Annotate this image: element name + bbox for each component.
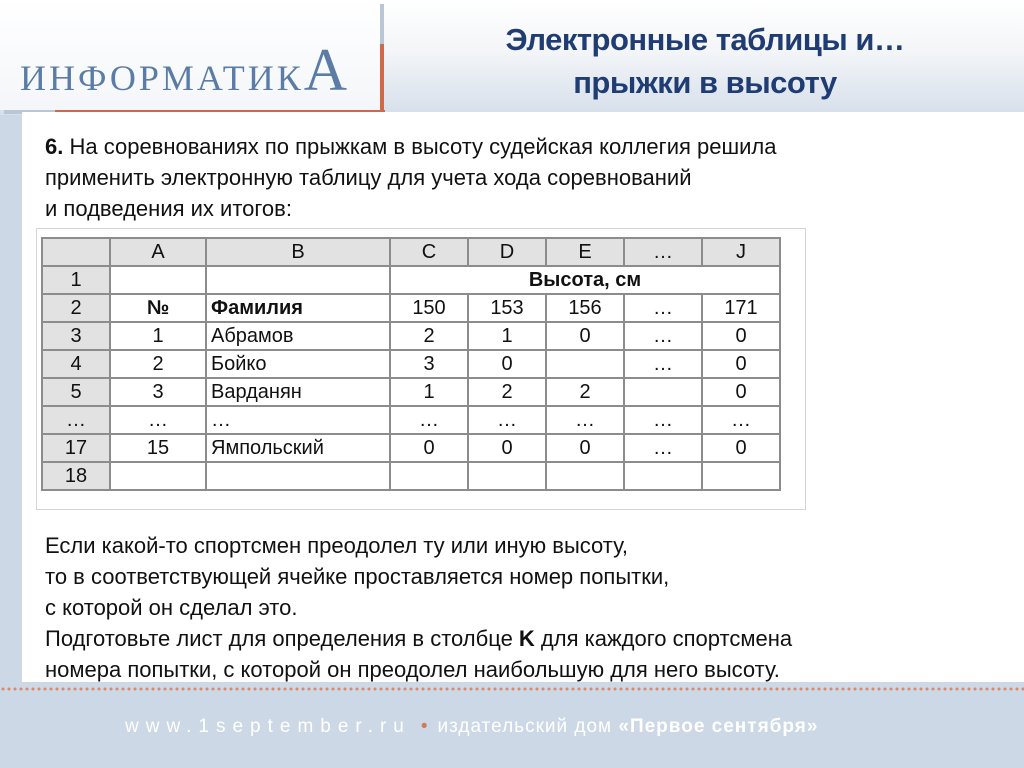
cell-j: 0 — [702, 322, 780, 350]
cell-c: 3 — [390, 350, 468, 378]
col-header-b: B — [206, 238, 390, 266]
cell-number: 2 — [110, 350, 206, 378]
row-header: 4 — [42, 350, 110, 378]
task-details — [45, 530, 792, 685]
cell-e — [546, 350, 624, 378]
cell-b1 — [206, 266, 390, 294]
cell-d: 2 — [468, 378, 546, 406]
sheet-row-3 — [42, 322, 780, 350]
spreadsheet-figure — [36, 228, 806, 510]
column-header-row — [42, 238, 780, 266]
logo-big-letter: А — [303, 37, 348, 103]
slide-title-line-2: прыжки в высоту — [573, 65, 837, 100]
cell-surname: … — [206, 406, 390, 434]
cell-b18 — [206, 462, 390, 490]
target-column-letter: K — [518, 626, 535, 651]
outro-line-4-start: Подготовьте лист для определения в столбце — [45, 626, 519, 651]
sheet-row-5 — [42, 378, 780, 406]
height-cell-ellipsis: … — [624, 294, 702, 322]
cell-j18 — [702, 462, 780, 490]
cell-number: 3 — [110, 378, 206, 406]
height-cell-j: 171 — [702, 294, 780, 322]
outro-line-4-end: для каждого спортсмена — [534, 626, 793, 651]
cell-j: 0 — [702, 350, 780, 378]
logo-accent-bar — [380, 44, 384, 114]
row-header: … — [42, 406, 110, 434]
row-header: 3 — [42, 322, 110, 350]
sheet-row-2 — [42, 294, 780, 322]
cell-surname: Абрамов — [206, 322, 390, 350]
sheet-row-4 — [42, 350, 780, 378]
cell-surname: Ямпольский — [206, 434, 390, 462]
cell-j: … — [702, 406, 780, 434]
height-cell-d: 153 — [468, 294, 546, 322]
dotted-divider — [0, 686, 1024, 692]
outro-line-3: с которой он сделал это. — [45, 595, 298, 620]
cell-surname: Варданян — [206, 378, 390, 406]
cell-c: 2 — [390, 322, 468, 350]
sheet-row-1 — [42, 266, 780, 294]
cell-ellipsis18 — [624, 462, 702, 490]
footer-text — [125, 716, 818, 738]
row-header-1: 1 — [42, 266, 110, 294]
cell-d: 1 — [468, 322, 546, 350]
cell-e: 0 — [546, 434, 624, 462]
cell-a18 — [110, 462, 206, 490]
footer — [0, 700, 1024, 768]
cell-c: 0 — [390, 434, 468, 462]
cell-e: 2 — [546, 378, 624, 406]
footer-brand: «Первое сентября» — [618, 716, 819, 737]
height-caption-cell: Высота, см — [390, 266, 780, 294]
col-header-a: A — [110, 238, 206, 266]
intro-line-1-text: На соревнованиях по прыжкам в высоту судейская коллегия решила — [69, 134, 777, 159]
cell-number: 1 — [110, 322, 206, 350]
cell-j: 0 — [702, 434, 780, 462]
cell-j: 0 — [702, 378, 780, 406]
outro-line-5: номера попытки, с которой он преодолел наибольшую для него высоту. — [45, 657, 780, 682]
height-cell-c: 150 — [390, 294, 468, 322]
cell-ellipsis: … — [624, 322, 702, 350]
footer-publisher: издательский дом — [437, 716, 619, 737]
cell-d18 — [468, 462, 546, 490]
spreadsheet-table — [41, 237, 781, 491]
height-cell-e: 156 — [546, 294, 624, 322]
outro-line-4 — [45, 623, 792, 654]
col-header-d: D — [468, 238, 546, 266]
task-number: 6. — [45, 134, 64, 159]
col-header-j: J — [702, 238, 780, 266]
intro-line-2: применить электронную таблицу для учета хода соревнований — [45, 165, 692, 190]
cell-number: … — [110, 406, 206, 434]
sheet-row-ellipsis — [42, 406, 780, 434]
slide-title-line-1: Электронные таблицы и… — [505, 22, 905, 57]
logo-word: ИНФОРМАТИК — [20, 58, 304, 98]
cell-ellipsis: … — [624, 406, 702, 434]
footer-url: www.1september.ru — [125, 716, 411, 737]
cell-a1 — [110, 266, 206, 294]
sheet-row-17 — [42, 434, 780, 462]
cell-number: 15 — [110, 434, 206, 462]
outro-line-1: Если какой-то спортсмен преодолел ту или иную высоту, — [45, 533, 629, 558]
cell-d: … — [468, 406, 546, 434]
cell-e: 0 — [546, 322, 624, 350]
cell-surname: Бойко — [206, 350, 390, 378]
col-header-ellipsis: … — [624, 238, 702, 266]
cell-d: 0 — [468, 434, 546, 462]
cell-c: 1 — [390, 378, 468, 406]
row-header-18: 18 — [42, 462, 110, 490]
cell-d: 0 — [468, 350, 546, 378]
corner-cell — [42, 238, 110, 266]
cell-ellipsis — [624, 378, 702, 406]
footer-bullet: • — [420, 716, 428, 737]
cell-c18 — [390, 462, 468, 490]
col-header-e: E — [546, 238, 624, 266]
intro-line-1 — [45, 131, 777, 162]
number-header-cell: № — [110, 294, 206, 322]
cell-c: … — [390, 406, 468, 434]
cell-ellipsis: … — [624, 350, 702, 378]
cell-ellipsis: … — [624, 434, 702, 462]
informatika-logo — [20, 36, 347, 105]
cell-e: … — [546, 406, 624, 434]
row-header: 5 — [42, 378, 110, 406]
surname-header-cell: Фамилия — [206, 294, 390, 322]
col-header-c: C — [390, 238, 468, 266]
cell-e18 — [546, 462, 624, 490]
row-header: 17 — [42, 434, 110, 462]
sheet-row-18 — [42, 462, 780, 490]
slide-title — [500, 18, 910, 104]
task-intro — [45, 131, 777, 224]
outro-line-2: то в соответствующей ячейке проставляется номер попытки, — [45, 564, 670, 589]
intro-line-3: и подведения их итогов: — [45, 196, 292, 221]
row-header-2: 2 — [42, 294, 110, 322]
